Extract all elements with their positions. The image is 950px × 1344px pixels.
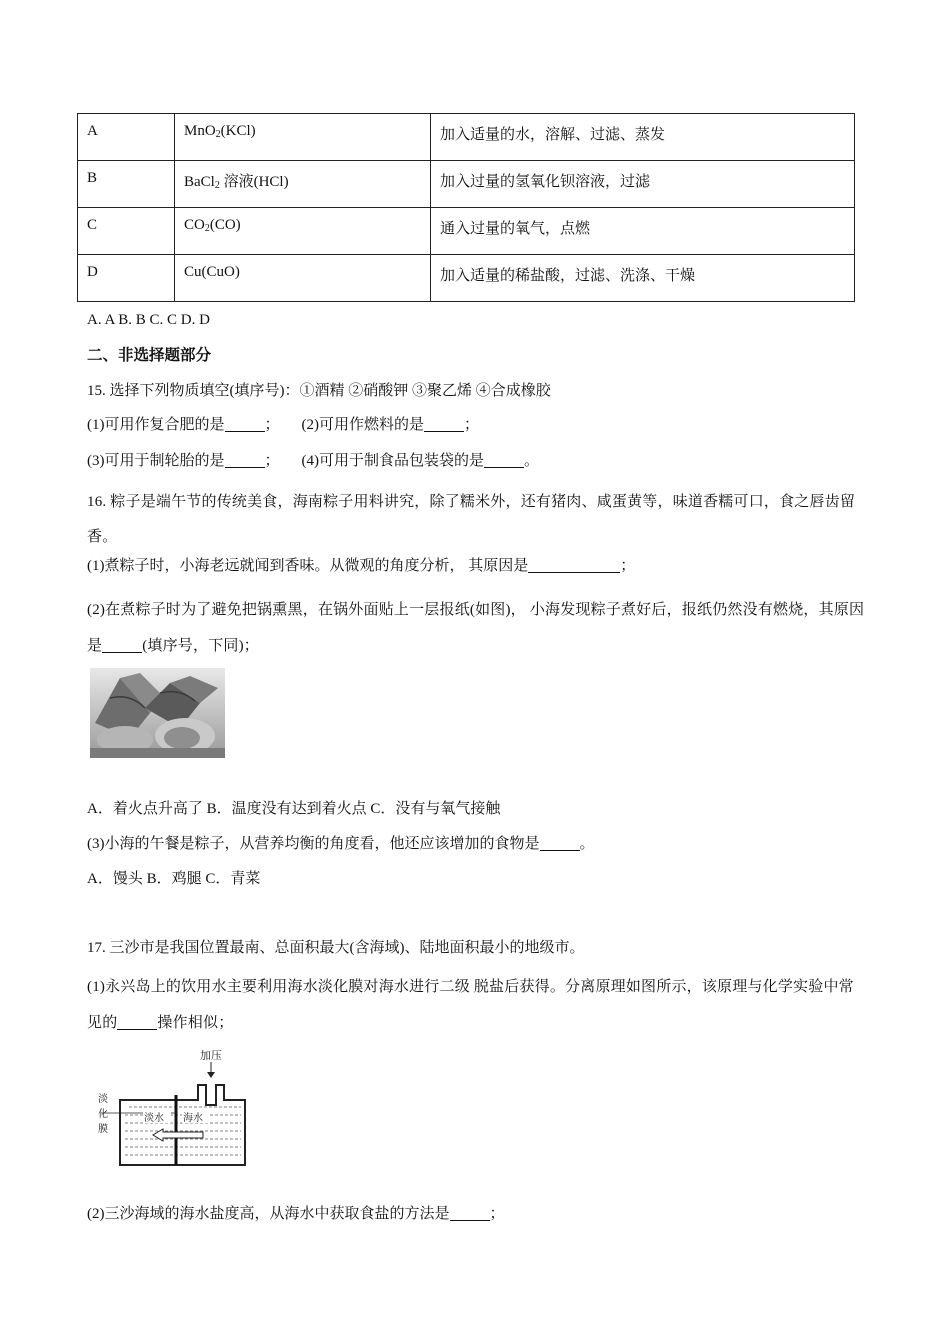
answer-blank[interactable]: [225, 453, 265, 468]
fresh-water-label: 淡水: [144, 1113, 164, 1124]
substance-cell: [175, 161, 431, 208]
substance-formula: BaCl: [184, 174, 215, 190]
q17-p2-text: (2)三沙海域的海水盐度高，从海水中获取食盐的方法是: [87, 1206, 450, 1222]
answer-blank[interactable]: [484, 453, 524, 468]
answer-blank[interactable]: [424, 417, 464, 432]
arrow-down-icon: [207, 1072, 215, 1078]
q16-p1-text: (1)煮粽子时，小海老远就闻到香味。从微观的角度分析， 其原因是: [87, 558, 529, 574]
substance-impurity: (CO): [209, 217, 241, 233]
substance-cell: [175, 255, 431, 302]
table-row: [78, 208, 855, 255]
membrane-label-3: 膜: [98, 1124, 108, 1135]
sea-water-label: 海水: [183, 1113, 203, 1124]
zongzi-photo: [90, 668, 225, 758]
q15-part1-2: [87, 415, 479, 435]
answer-blank[interactable]: [528, 558, 620, 573]
formula-subscript: 2: [214, 180, 220, 191]
option-letter: C: [78, 208, 175, 255]
option-letter: A: [78, 114, 175, 161]
q15-stem: 15. 选择下列物质填空(填序号)：①酒精 ②硝酸钾 ③聚乙烯 ④合成橡胶: [87, 383, 551, 399]
option-letter: D: [78, 255, 175, 302]
q16-p3-end: 。: [579, 836, 595, 852]
q17-part1: [87, 969, 867, 1041]
method-cell: 加入适量的稀盐酸，过滤、洗涤、干燥: [431, 255, 855, 302]
substance-impurity: 溶液(HCl): [219, 174, 289, 190]
q16-part1: [87, 556, 635, 576]
formula-subscript: 2: [215, 129, 221, 140]
answer-blank[interactable]: [117, 1015, 157, 1030]
section-title: 二、非选择题部分: [87, 346, 212, 364]
table-row: [78, 114, 855, 161]
method-cell: 通入过量的氧气，点燃: [431, 208, 855, 255]
table-row: [78, 161, 855, 208]
purification-options-table: [77, 113, 855, 302]
q15-p4-text: (4)可用于制食品包装袋的是: [301, 453, 485, 469]
answer-blank[interactable]: [102, 638, 142, 653]
method-cell: 加入过量的氢氧化钡溶液，过滤: [431, 161, 855, 208]
answer-blank[interactable]: [450, 1206, 490, 1221]
q16-part2: [87, 592, 867, 664]
answer-choices: A. A B. B C. C D. D: [87, 312, 210, 328]
q16-p1-end: ；: [620, 558, 636, 574]
q15-part3-4: [87, 451, 539, 471]
q15-p1-text: (1)可用作复合肥的是: [87, 417, 225, 433]
q16-p3-text: (3)小海的午餐是粽子，从营养均衡的角度看，他还应该增加的食物是: [87, 836, 540, 852]
q16-options2: A．馒头 B．鸡腿 C．青菜: [87, 871, 261, 887]
pressure-label: 加压: [200, 1049, 222, 1062]
table-row: [78, 255, 855, 302]
answer-blank[interactable]: [225, 417, 265, 432]
q15-p2-end: ；: [464, 417, 480, 433]
membrane-label-1: 淡: [98, 1094, 108, 1105]
q16-stem: 16. 粽子是端午节的传统美食，海南粽子用料讲究，除了糯米外，还有猪肉、咸蛋黄等，味道香糯可口，食之唇齿留香。: [87, 494, 856, 545]
q16-part3: [87, 834, 595, 854]
method-cell: 加入适量的水，溶解、过滤、蒸发: [431, 114, 855, 161]
substance-formula: CO: [184, 217, 205, 233]
q15-p1-end: ；: [264, 417, 280, 433]
q15-p4-end: 。: [524, 453, 540, 469]
q15-p2-text: (2)可用作燃料的是: [301, 417, 425, 433]
substance-cell: [175, 114, 431, 161]
q16-p2-end: (填序号，下同)；: [142, 638, 259, 654]
q17-p1-end: 操作相似；: [157, 1015, 234, 1031]
q15-p3-text: (3)可用于制轮胎的是: [87, 453, 225, 469]
desalination-membrane-diagram: [93, 1045, 253, 1170]
formula-subscript: 2: [204, 223, 210, 234]
q17-p1-text: (1)永兴岛上的饮用水主要利用海水淡化膜对海水进行二级 脱盐后获得。分离原理如图所示，该原理与化学实验中常见的: [87, 979, 854, 1031]
q15-p3-end: ；: [264, 453, 280, 469]
substance-formula: MnO: [184, 123, 216, 139]
substance-cell: [175, 208, 431, 255]
membrane-label-2: 化: [98, 1109, 108, 1120]
option-letter: B: [78, 161, 175, 208]
q17-part2: [87, 1204, 505, 1224]
substance-formula: Cu(CuO): [184, 264, 240, 280]
q16-options1: A．着火点升高了 B．温度没有达到着火点 C．没有与氧气接触: [87, 801, 501, 817]
q17-p2-end: ；: [489, 1206, 505, 1222]
answer-blank[interactable]: [540, 836, 580, 851]
q17-stem: 17. 三沙市是我国位置最南、总面积最大(含海域)、陆地面积最小的地级市。: [87, 940, 585, 956]
substance-impurity: (KCl): [220, 123, 256, 139]
q16-p2-text: (2)在煮粽子时为了避免把锅熏黑，在锅外面贴上一层报纸(如图)， 小海发现粽子煮好后，报纸仍然没有燃烧，其原因是: [87, 602, 865, 654]
